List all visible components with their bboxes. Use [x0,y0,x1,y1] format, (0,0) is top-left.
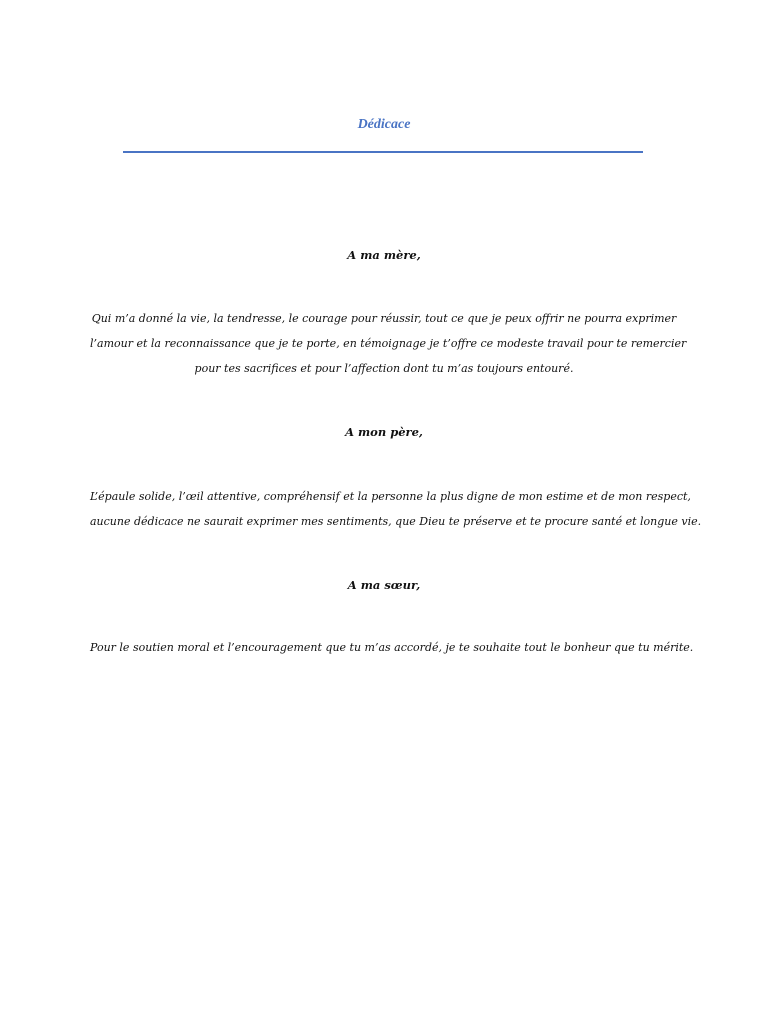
paragraph-line: Pour le soutien moral et l’encouragement que tu m’as accordé, je te souhaite tout le bonheur que tu mérite. [90,641,694,654]
section-paragraph-father [90,484,702,534]
section-heading-father: A mon père, [345,425,423,439]
paragraph-line: L’épaule solide, l’œil attentive, compréhensif et la personne la plus digne de mon estime et de mon respect, [90,490,691,503]
paragraph-line: aucune dédicace ne saurait exprimer mes sentiments, que Dieu te préserve et te procure santé et longue vie. [90,515,702,528]
section-paragraph-mother [90,306,687,381]
paragraph-line: pour tes sacrifices et pour l’affection dont tu m’as toujours entouré. [194,362,574,375]
paragraph-line: Qui m’a donné la vie, la tendresse, le courage pour réussir, tout ce que je peux offrir ne pourra exprimer [91,312,677,325]
section-heading-mother: A ma mère, [347,248,421,262]
section-paragraph-sister [90,635,694,660]
title-underline-rule [123,151,643,153]
section-heading-sister: A ma sœur, [347,578,421,592]
paragraph-line: l’amour et la reconnaissance que je te porte, en témoignage je t’offre ce modeste travail pour te remercier [90,337,687,350]
page-title: Dédicace [357,117,411,132]
